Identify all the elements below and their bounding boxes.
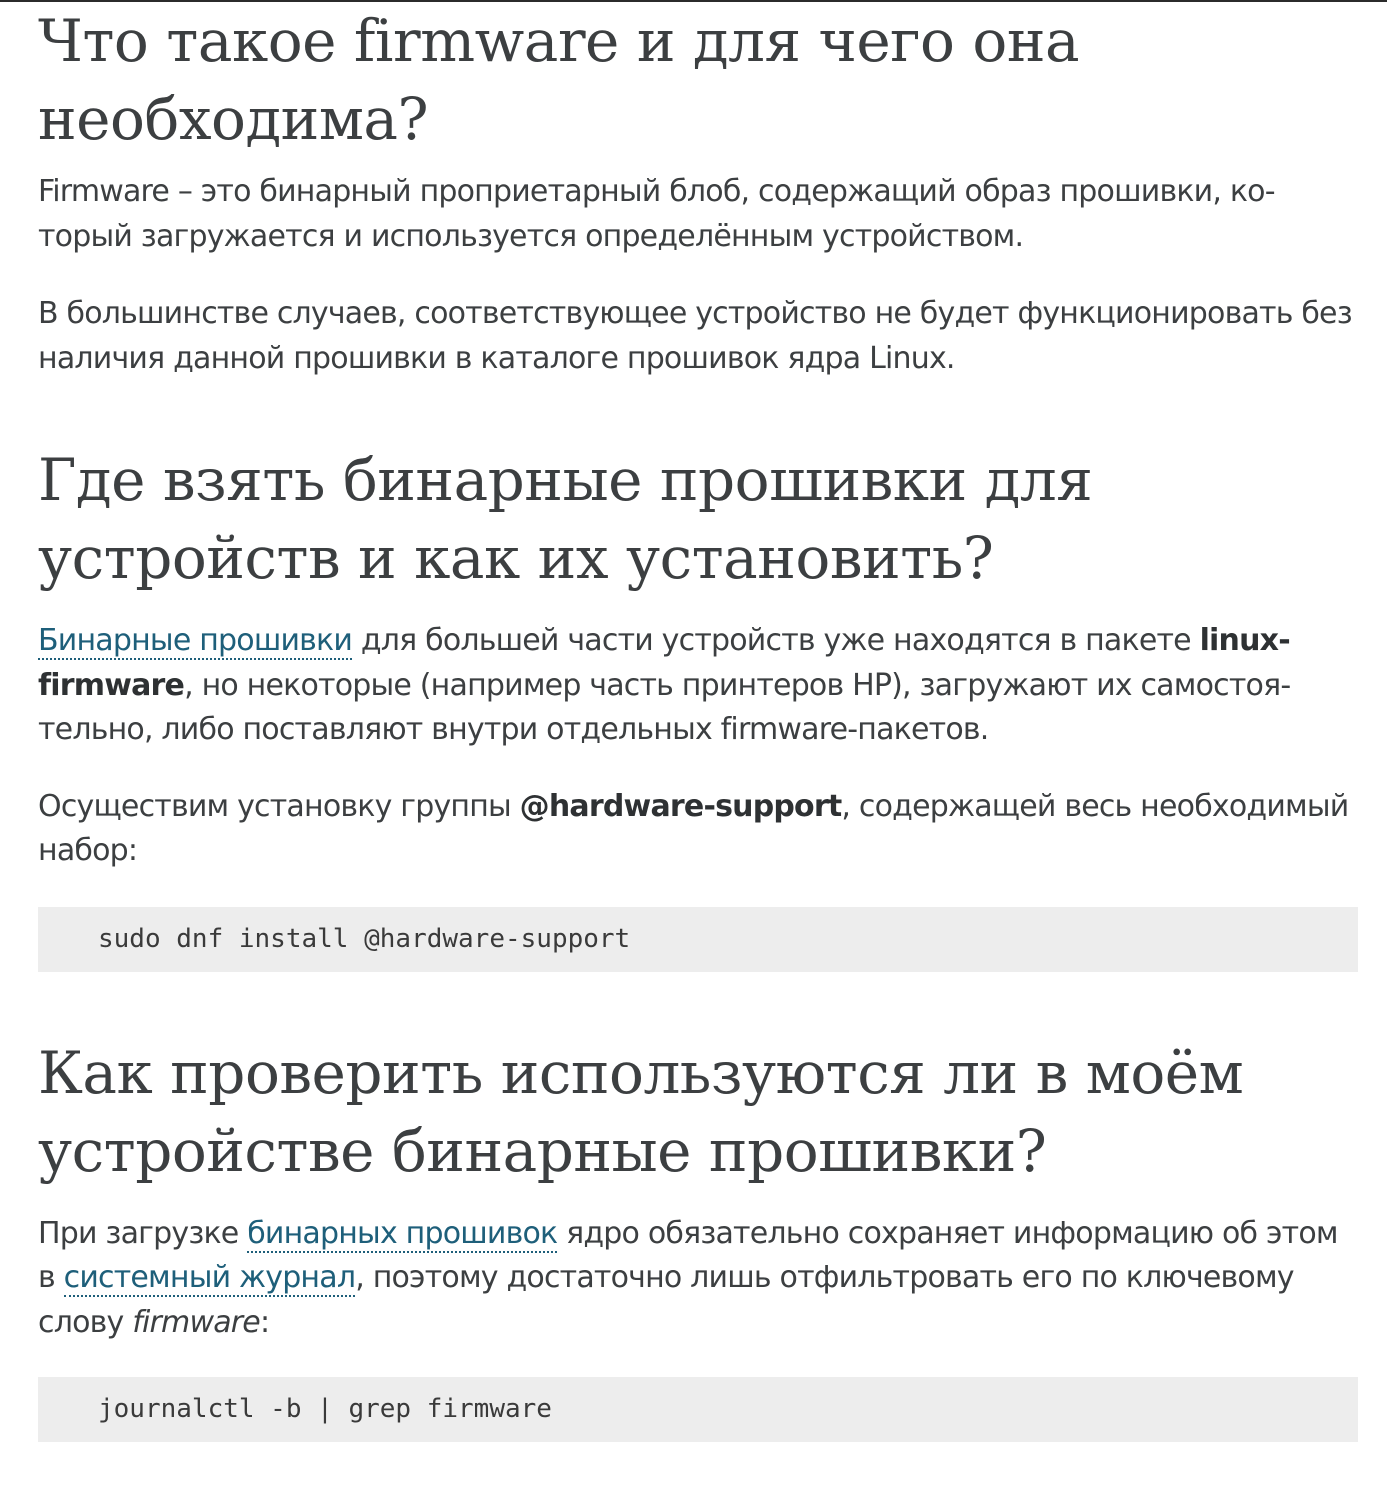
link-system-journal[interactable]: системный журнал <box>63 1260 356 1295</box>
keyword-firmware: firmware <box>132 1304 260 1340</box>
text-fragment: , поэтому достаточно лишь отфильтровать его по ключевому слову <box>38 1260 1294 1340</box>
text-fragment: ядро обязательно сохраняет информацию об этом в <box>38 1215 1338 1295</box>
paragraph-journal-filter <box>38 1212 1358 1346</box>
article-content <box>0 2 1387 1442</box>
text-fragment: для большей части устройств уже находятся в пакете <box>352 623 1200 658</box>
text-fragment: Осуществим установку группы <box>38 788 520 824</box>
link-binary-firmware-2[interactable]: бинарных прошивок <box>247 1215 558 1251</box>
paragraph-firmware-definition: Firmware – это бинарный проприетарный блоб, содержащий образ прошивки, который загружается и используется определённым устройством. <box>38 174 1276 254</box>
paragraph-linux-firmware-package <box>38 619 1358 753</box>
text-fragment: При загрузке <box>38 1215 248 1251</box>
text-fragment: , но некоторые (например часть принтеров HP), загружают их самостоятельно, либо поставляют внутри отдельных firmware-пакетов. <box>38 667 1292 747</box>
package-name-linux-firmware: linux-firmware <box>38 623 1290 703</box>
paragraph-install-group <box>38 785 1358 874</box>
section-heading-what-is-firmware: Что такое firmware и для чего она необходима? <box>38 7 1080 153</box>
code-block-dnf-install[interactable]: sudo dnf install @hardware-support <box>38 907 1358 972</box>
section-heading-how-to-check: Как проверить используются ли в моём устройстве бинарные прошивки? <box>38 1038 1244 1185</box>
paragraph-firmware-necessity: В большинстве случаев, соответствующее устройство не будет функционировать без наличия данной прошивки в каталоге прошивок ядра Linux. <box>38 296 1352 376</box>
group-name-hardware-support: @hardware-support <box>519 788 842 824</box>
code-block-journalctl[interactable]: journalctl -b | grep firmware <box>38 1377 1358 1442</box>
section-heading-where-to-get: Где взять бинарные прошивки для устройств и как их установить? <box>38 446 1093 592</box>
link-binary-firmware[interactable]: Бинарные прошивки <box>38 623 353 658</box>
text-fragment: : <box>259 1304 270 1340</box>
text-fragment: , содержащей весь необходимый набор: <box>38 788 1349 868</box>
